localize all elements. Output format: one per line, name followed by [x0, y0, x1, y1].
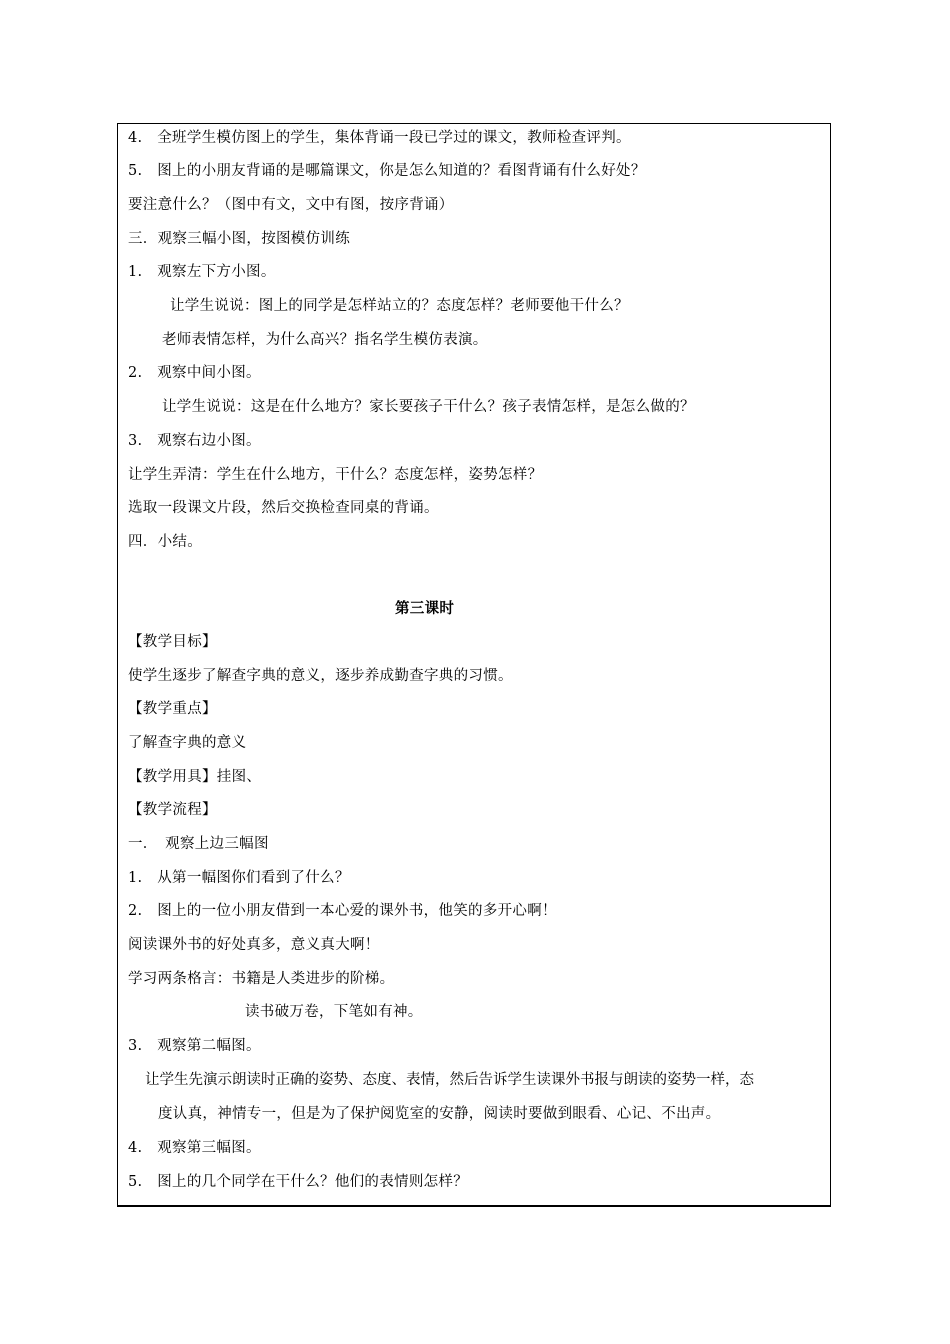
- text-line-goal: 使学生逐步了解查字典的意义，逐步养成勤查字典的习惯。: [128, 668, 513, 684]
- section-title: 第三课时: [395, 600, 455, 617]
- text-line-process-9: 度认真，神情专一，但是为了保护阅览室的安静，阅读时要做到眼看、心记、不出声。: [158, 1106, 721, 1122]
- text-line-process-5: 学习两条格言：书籍是人类进步的阶梯。: [128, 971, 395, 987]
- text-line-8: 2. 观察中间小图。: [128, 365, 261, 381]
- heading-teaching-process: 【教学流程】: [128, 802, 217, 818]
- text-line-12: 选取一段课文片段，然后交换检查同桌的背诵。: [128, 500, 439, 516]
- text-line-process-6: 读书破万卷，下笔如有神。: [245, 1004, 423, 1020]
- text-line-6: 让学生说说：图上的同学是怎样站立的？态度怎样？老师要他干什么？: [170, 298, 629, 314]
- heading-teaching-focus: 【教学重点】: [128, 701, 217, 717]
- text-line-process-10: 4. 观察第三幅图。: [128, 1140, 261, 1156]
- text-line-process-3: 2. 图上的一位小朋友借到一本心爱的课外书，他笑的多开心啊！: [128, 903, 557, 919]
- text-line-5: 1. 观察左下方小图。: [128, 264, 276, 280]
- text-line-1: 4. 全班学生模仿图上的学生，集体背诵一段已学过的课文，教师检查评判。: [128, 130, 631, 146]
- text-line-process-2: 1. 从第一幅图你们看到了什么？: [128, 870, 350, 886]
- heading-teaching-tools: 【教学用具】挂图、: [128, 769, 262, 785]
- text-line-3: 要注意什么？（图中有文，文中有图，按序背诵）: [128, 197, 454, 213]
- text-line-7: 老师表情怎样，为什么高兴？指名学生模仿表演。: [162, 332, 488, 348]
- text-line-11: 让学生弄清：学生在什么地方，干什么？态度怎样，姿势怎样？: [128, 467, 543, 483]
- heading-teaching-goal: 【教学目标】: [128, 634, 217, 650]
- text-line-process-7: 3. 观察第二幅图。: [128, 1038, 261, 1054]
- text-line-process-11: 5. 图上的几个同学在干什么？他们的表情则怎样？: [128, 1174, 469, 1190]
- text-line-process-4: 阅读课外书的好处真多，意义真大啊！: [128, 937, 380, 953]
- text-line-10: 3. 观察右边小图。: [128, 433, 261, 449]
- text-line-9: 让学生说说：这是在什么地方？家长要孩子干什么？孩子表情怎样，是怎么做的？: [162, 399, 695, 415]
- text-line-focus: 了解查字典的意义: [128, 735, 247, 751]
- text-line-4: 三．观察三幅小图，按图模仿训练: [128, 231, 350, 247]
- text-line-2: 5. 图上的小朋友背诵的是哪篇课文，你是怎么知道的？看图背诵有什么好处？: [128, 163, 646, 179]
- text-line-process-8: 让学生先演示朗读时正确的姿势、态度、表情，然后告诉学生读课外书报与朗读的姿势一样，态: [145, 1072, 754, 1088]
- text-line-13: 四．小结。: [128, 534, 202, 550]
- text-line-process-1: 一． 观察上边三幅图: [128, 836, 269, 852]
